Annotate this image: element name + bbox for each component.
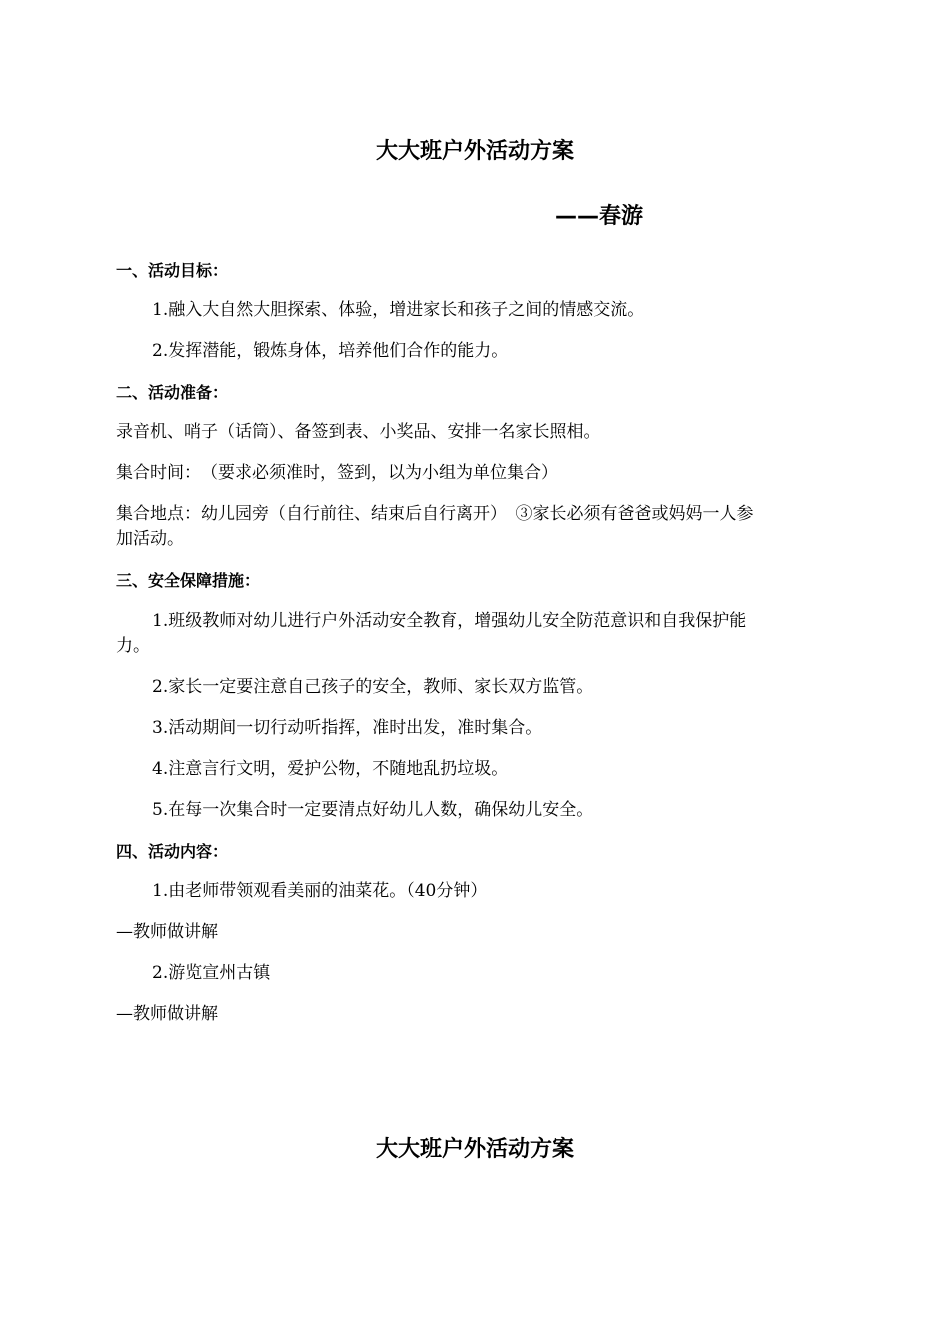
section-heading-content: 四、活动内容： [116,842,229,861]
goal-item-2: 2.发挥潜能，锻炼身体，培养他们合作的能力。 [152,341,509,361]
section-heading-preparation: 二、活动准备： [116,383,229,402]
safety-item-3: 3.活动期间一切行动听指挥，准时出发，准时集合。 [152,718,543,738]
content-item-1-note: —教师做讲解 [116,922,218,942]
page-subtitle: ——春游 [555,204,644,229]
gathering-place-cont: 加活动。 [116,529,184,549]
content-item-2: 2.游览宣州古镇 [152,963,271,983]
safety-item-1: 1.班级教师对幼儿进行户外活动安全教育，增强幼儿安全防范意识和自我保护能 [152,611,747,631]
goal-item-1: 1.融入大自然大胆探索、体验，增进家长和孩子之间的情感交流。 [152,300,645,320]
gathering-time: 集合时间： （要求必须准时，签到，以为小组为单位集合） [116,463,558,483]
content-item-2-note: —教师做讲解 [116,1004,218,1024]
gathering-place: 集合地点：幼儿园旁（自行前往、结束后自行离开） ③家长必须有爸爸或妈妈一人参 [116,504,754,524]
section-heading-goals: 一、活动目标： [116,261,229,280]
safety-item-1-cont: 力。 [116,636,150,656]
preparation-materials: 录音机、哨子（话筒）、备签到表、小奖品、安排一名家长照相。 [116,422,601,442]
safety-item-4: 4.注意言行文明，爱护公物，不随地乱扔垃圾。 [152,759,509,779]
page-title: 大大班户外活动方案 [375,139,574,164]
second-page-title: 大大班户外活动方案 [375,1137,574,1162]
safety-item-2: 2.家长一定要注意自己孩子的安全，教师、家长双方监管。 [152,677,594,697]
safety-item-5: 5.在每一次集合时一定要清点好幼儿人数，确保幼儿安全。 [152,800,594,820]
section-heading-safety: 三、安全保障措施： [116,571,261,590]
content-item-1: 1.由老师带领观看美丽的油菜花。（40分钟） [152,881,488,901]
